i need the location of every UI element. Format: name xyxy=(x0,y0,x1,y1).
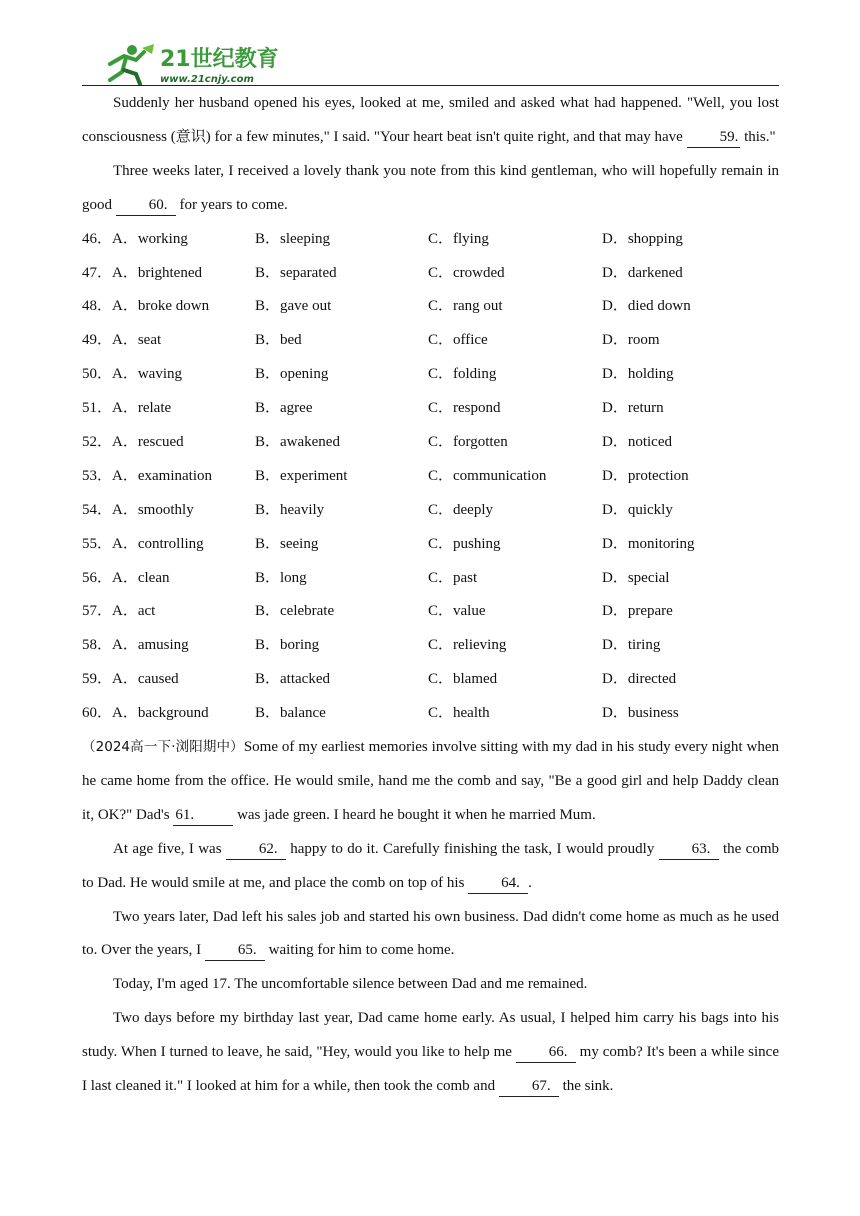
option-text: D．business xyxy=(602,705,679,722)
blank-61: 61. xyxy=(173,805,233,826)
question-number: 57． xyxy=(82,603,113,620)
question-row xyxy=(82,562,779,596)
question-number: 48． xyxy=(82,298,113,315)
option-b xyxy=(255,494,324,528)
option-text: A．waving xyxy=(112,366,183,383)
option-text: B．awakened xyxy=(255,433,340,450)
question-row xyxy=(82,528,779,562)
option-text: B．attacked xyxy=(255,671,330,688)
option-text: B．gave out xyxy=(255,298,332,315)
option-text: A．working xyxy=(112,230,188,247)
paragraph: （2024高一下·浏阳期中）Some of my earliest memories involve sitting with my dad in his study every night when he came home from the office. He would smile, hand me the comb and say, "Be a good girl and help Daddy clean it, OK?" Dad's 61. was jade green. I heard he bought it when he married Mum. xyxy=(82,731,779,833)
option-a xyxy=(82,629,189,663)
option-c xyxy=(428,663,497,697)
blank-62: 62. xyxy=(226,839,286,860)
option-text: D．special xyxy=(602,569,670,586)
option-text: C．value xyxy=(428,603,486,620)
question-number: 50． xyxy=(82,366,113,383)
option-b xyxy=(255,460,347,494)
option-text: A．seat xyxy=(112,332,162,349)
option-a xyxy=(82,528,204,562)
logo-url: www.21cnjy.com xyxy=(160,74,254,85)
option-d xyxy=(602,392,664,426)
question-number: 53． xyxy=(82,467,113,484)
option-text: C．office xyxy=(428,332,488,349)
question-number: 54． xyxy=(82,501,113,518)
option-d xyxy=(602,697,679,731)
option-a xyxy=(82,460,212,494)
question-number: 51． xyxy=(82,400,113,417)
question-number: 55． xyxy=(82,535,113,552)
option-text: D．noticed xyxy=(602,433,672,450)
option-text: D．tiring xyxy=(602,637,661,654)
option-c xyxy=(428,697,490,731)
question-row xyxy=(82,324,779,358)
logo xyxy=(102,42,342,86)
option-d xyxy=(602,460,689,494)
option-a xyxy=(82,358,182,392)
question-row xyxy=(82,223,779,257)
option-text: C．forgotten xyxy=(428,433,508,450)
option-text: D．died down xyxy=(602,298,691,315)
option-text: D．monitoring xyxy=(602,535,695,552)
blank-67: 67. xyxy=(499,1076,559,1097)
option-text: B．experiment xyxy=(255,467,348,484)
option-c xyxy=(428,528,501,562)
option-c xyxy=(428,392,501,426)
chinese-gloss: 意识 xyxy=(175,128,206,145)
logo-text: 21世纪教育 xyxy=(160,47,279,72)
option-d xyxy=(602,290,691,324)
blank-66: 66. xyxy=(516,1042,576,1063)
question-number: 52． xyxy=(82,433,113,450)
option-text: B．long xyxy=(255,569,307,586)
option-text: C．rang out xyxy=(428,298,503,315)
option-d xyxy=(602,562,669,596)
option-text: A．brightened xyxy=(112,264,202,281)
option-text: B．opening xyxy=(255,366,329,383)
blank-60: 60. xyxy=(116,195,176,216)
option-c xyxy=(428,562,477,596)
option-text: A．relate xyxy=(112,400,172,417)
paragraph: Two years later, Dad left his sales job and started his own business. Dad didn't come home as much as he used to. Over the years, I 65. waiting for him to come home. xyxy=(82,901,779,969)
option-a xyxy=(82,324,161,358)
option-text: C．past xyxy=(428,569,478,586)
question-row xyxy=(82,595,779,629)
option-text: A．amusing xyxy=(112,637,189,654)
option-c xyxy=(428,257,505,291)
option-d xyxy=(602,426,672,460)
option-a xyxy=(82,257,202,291)
runner-icon xyxy=(110,44,154,84)
option-text: B．celebrate xyxy=(255,603,335,620)
option-text: A．examination xyxy=(112,467,212,484)
question-number: 47． xyxy=(82,264,113,281)
option-b xyxy=(255,324,302,358)
option-text: D．room xyxy=(602,332,660,349)
blank-65: 65. xyxy=(205,940,265,961)
option-d xyxy=(602,494,673,528)
option-b xyxy=(255,595,334,629)
option-c xyxy=(428,358,496,392)
option-d xyxy=(602,257,683,291)
page-header xyxy=(82,38,779,86)
option-a xyxy=(82,697,209,731)
option-a xyxy=(82,426,184,460)
option-d xyxy=(602,663,676,697)
option-c xyxy=(428,223,489,257)
option-text: A．caused xyxy=(112,671,179,688)
option-text: A．rescued xyxy=(112,433,184,450)
option-b xyxy=(255,663,330,697)
question-row xyxy=(82,392,779,426)
option-text: B．separated xyxy=(255,264,337,281)
option-a xyxy=(82,663,179,697)
option-b xyxy=(255,697,326,731)
source-label: （2024高一下·浏阳期中） xyxy=(82,738,244,755)
question-list xyxy=(82,223,779,731)
question-row xyxy=(82,629,779,663)
option-text: A．act xyxy=(112,603,156,620)
option-text: D．prepare xyxy=(602,603,673,620)
option-text: D．protection xyxy=(602,467,689,484)
paragraph: Suddenly her husband opened his eyes, looked at me, smiled and asked what had happened. "Well, you lost consciousness (意识) for a few minutes," I said. "Your heart beat isn't quite right, and that may have 59. this." xyxy=(82,87,779,155)
paragraph: Today, I'm aged 17. The uncomfortable silence between Dad and me remained. xyxy=(113,976,588,993)
option-text: D．directed xyxy=(602,671,677,688)
header-rule xyxy=(82,85,779,86)
option-text: D．quickly xyxy=(602,501,673,518)
question-number: 60． xyxy=(82,705,113,722)
question-row xyxy=(82,697,779,731)
question-number: 59． xyxy=(82,671,113,688)
option-text: B．sleeping xyxy=(255,230,330,247)
option-text: A．background xyxy=(112,705,209,722)
option-text: D．shopping xyxy=(602,230,683,247)
option-text: B．boring xyxy=(255,637,320,654)
option-c xyxy=(428,629,506,663)
option-a xyxy=(82,290,209,324)
question-number: 56． xyxy=(82,569,113,586)
option-a xyxy=(82,595,155,629)
option-c xyxy=(428,324,488,358)
option-a xyxy=(82,562,170,596)
option-d xyxy=(602,528,695,562)
document-body xyxy=(82,87,779,1104)
option-b xyxy=(255,629,319,663)
option-c xyxy=(428,595,486,629)
option-text: C．respond xyxy=(428,400,501,417)
question-row xyxy=(82,358,779,392)
option-d xyxy=(602,324,660,358)
question-number: 58． xyxy=(82,637,113,654)
option-b xyxy=(255,257,337,291)
question-row xyxy=(82,460,779,494)
option-text: A．broke down xyxy=(112,298,210,315)
option-b xyxy=(255,392,312,426)
option-c xyxy=(428,290,503,324)
option-b xyxy=(255,426,340,460)
option-text: B．bed xyxy=(255,332,302,349)
option-text: D．return xyxy=(602,400,664,417)
blank-59: 59. xyxy=(687,127,741,148)
paragraph: At age five, I was 62. happy to do it. Carefully finishing the task, I would proudly 63. the comb to Dad. He would smile at me, and place the comb on top of his 64. . xyxy=(82,833,779,901)
option-text: B．balance xyxy=(255,705,326,722)
question-row xyxy=(82,290,779,324)
option-b xyxy=(255,223,330,257)
option-text: C．flying xyxy=(428,230,489,247)
option-text: D．darkened xyxy=(602,264,683,281)
option-c xyxy=(428,460,546,494)
blank-64: 64. xyxy=(468,873,528,894)
option-text: C．pushing xyxy=(428,535,501,552)
option-text: C．health xyxy=(428,705,490,722)
blank-63: 63. xyxy=(659,839,719,860)
option-d xyxy=(602,358,674,392)
question-row xyxy=(82,257,779,291)
option-text: C．folding xyxy=(428,366,497,383)
option-c xyxy=(428,494,493,528)
option-text: C．relieving xyxy=(428,637,507,654)
option-a xyxy=(82,392,171,426)
option-text: B．agree xyxy=(255,400,313,417)
option-text: A．smoothly xyxy=(112,501,194,518)
option-b xyxy=(255,290,331,324)
question-row xyxy=(82,663,779,697)
paragraph: Three weeks later, I received a lovely thank you note from this kind gentleman, who will hopefully remain in good 60. for years to come. xyxy=(82,155,779,223)
option-text: C．blamed xyxy=(428,671,498,688)
option-text: A．clean xyxy=(112,569,170,586)
question-row xyxy=(82,426,779,460)
question-row xyxy=(82,494,779,528)
option-text: B．seeing xyxy=(255,535,319,552)
option-text: C．deeply xyxy=(428,501,493,518)
option-b xyxy=(255,562,307,596)
option-c xyxy=(428,426,508,460)
question-number: 49． xyxy=(82,332,113,349)
option-d xyxy=(602,595,673,629)
option-d xyxy=(602,629,660,663)
option-text: C．crowded xyxy=(428,264,505,281)
option-d xyxy=(602,223,683,257)
option-text: C．communication xyxy=(428,467,547,484)
option-b xyxy=(255,528,318,562)
option-b xyxy=(255,358,328,392)
question-number: 46． xyxy=(82,230,113,247)
option-a xyxy=(82,494,194,528)
option-text: A．controlling xyxy=(112,535,204,552)
option-a xyxy=(82,223,188,257)
option-text: B．heavily xyxy=(255,501,325,518)
paragraph: Two days before my birthday last year, Dad came home early. As usual, I helped him carry his bags into his study. When I turned to leave, he said, "Hey, would you like to help me 66. my comb? It's been a while since I last cleaned it." I looked at him for a while, then took the comb and 67. the sink. xyxy=(82,1002,779,1104)
option-text: D．holding xyxy=(602,366,674,383)
